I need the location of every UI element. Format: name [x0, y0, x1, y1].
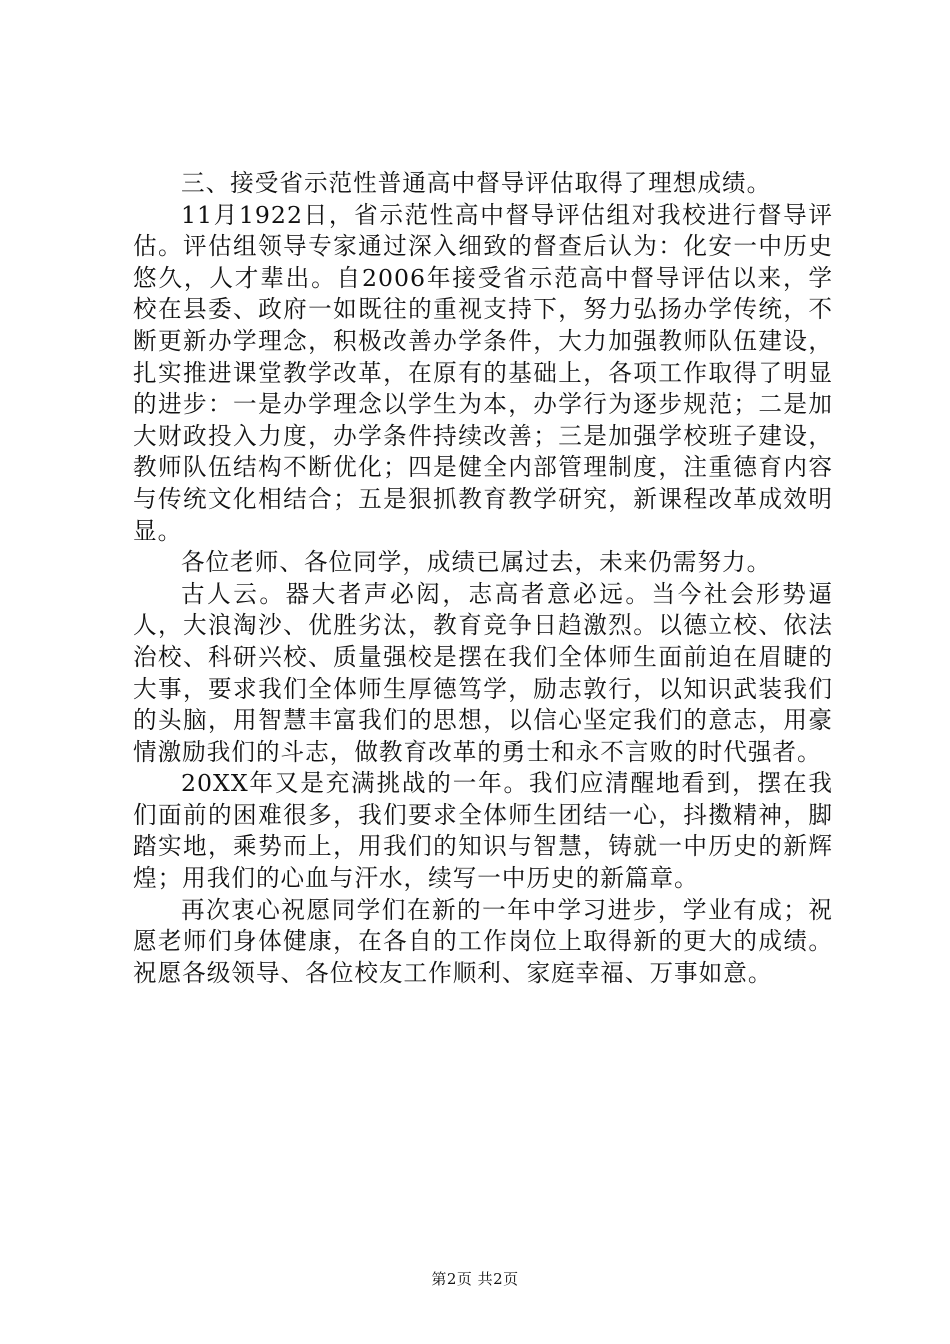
paragraph-challenge: 20XX年又是充满挑战的一年。我们应清醒地看到，摆在我们面前的困难很多，我们要求全体师生团结一心，抖擞精神，脚踏实地，乘势而上，用我们的知识与智慧，铸就一中历史的新辉煌；用我们的心血与汗水，续写一中历史的新篇章。: [133, 769, 833, 893]
paragraph-transition: 各位老师、各位同学，成绩已属过去，未来仍需努力。: [181, 548, 772, 577]
paragraph-ancients: 古人云。器大者声必闳，志高者意必远。当今社会形势逼人，大浪淘沙、优胜劣汰，教育竞争日趋激烈。以德立校、依法治校、科研兴校、质量强校是摆在我们全体师生面前迫在眉睫的大事，要求我们全体师生厚德笃学，励志敦行，以知识武装我们的头脑，用智慧丰富我们的思想，以信心坚定我们的意志，用豪情激励我们的斗志，做教育改革的勇士和永不言败的时代强者。: [133, 579, 833, 766]
document-body: [133, 168, 833, 989]
page-number-footer: 第2页 共2页: [431, 1270, 519, 1288]
paragraph-wishes: 再次衷心祝愿同学们在新的一年中学习进步，学业有成；祝愿老师们身体健康，在各自的工作岗位上取得新的更大的成绩。祝愿各级领导、各位校友工作顺利、家庭幸福、万事如意。: [133, 895, 833, 987]
paragraph-evaluation: 11月1922日，省示范性高中督导评估组对我校进行督导评估。评估组领导专家通过深入细致的督查后认为：化安一中历史悠久，人才辈出。自2006年接受省示范高中督导评估以来，学校在县委、政府一如既往的重视支持下，努力弘扬办学传统，不断更新办学理念，积极改善办学条件，大力加强教师队伍建设，扎实推进课堂教学改革，在原有的基础上，各项工作取得了明显的进步：一是办学理念以学生为本，办学行为逐步规范；二是加大财政投入力度，办学条件持续改善；三是加强学校班子建设，教师队伍结构不断优化；四是健全内部管理制度，注重德育内容与传统文化相结合；五是狠抓教育教学研究，新课程改革成效明显。: [133, 200, 833, 545]
section-heading: 三、接受省示范性普通高中督导评估取得了理想成绩。: [181, 169, 772, 197]
